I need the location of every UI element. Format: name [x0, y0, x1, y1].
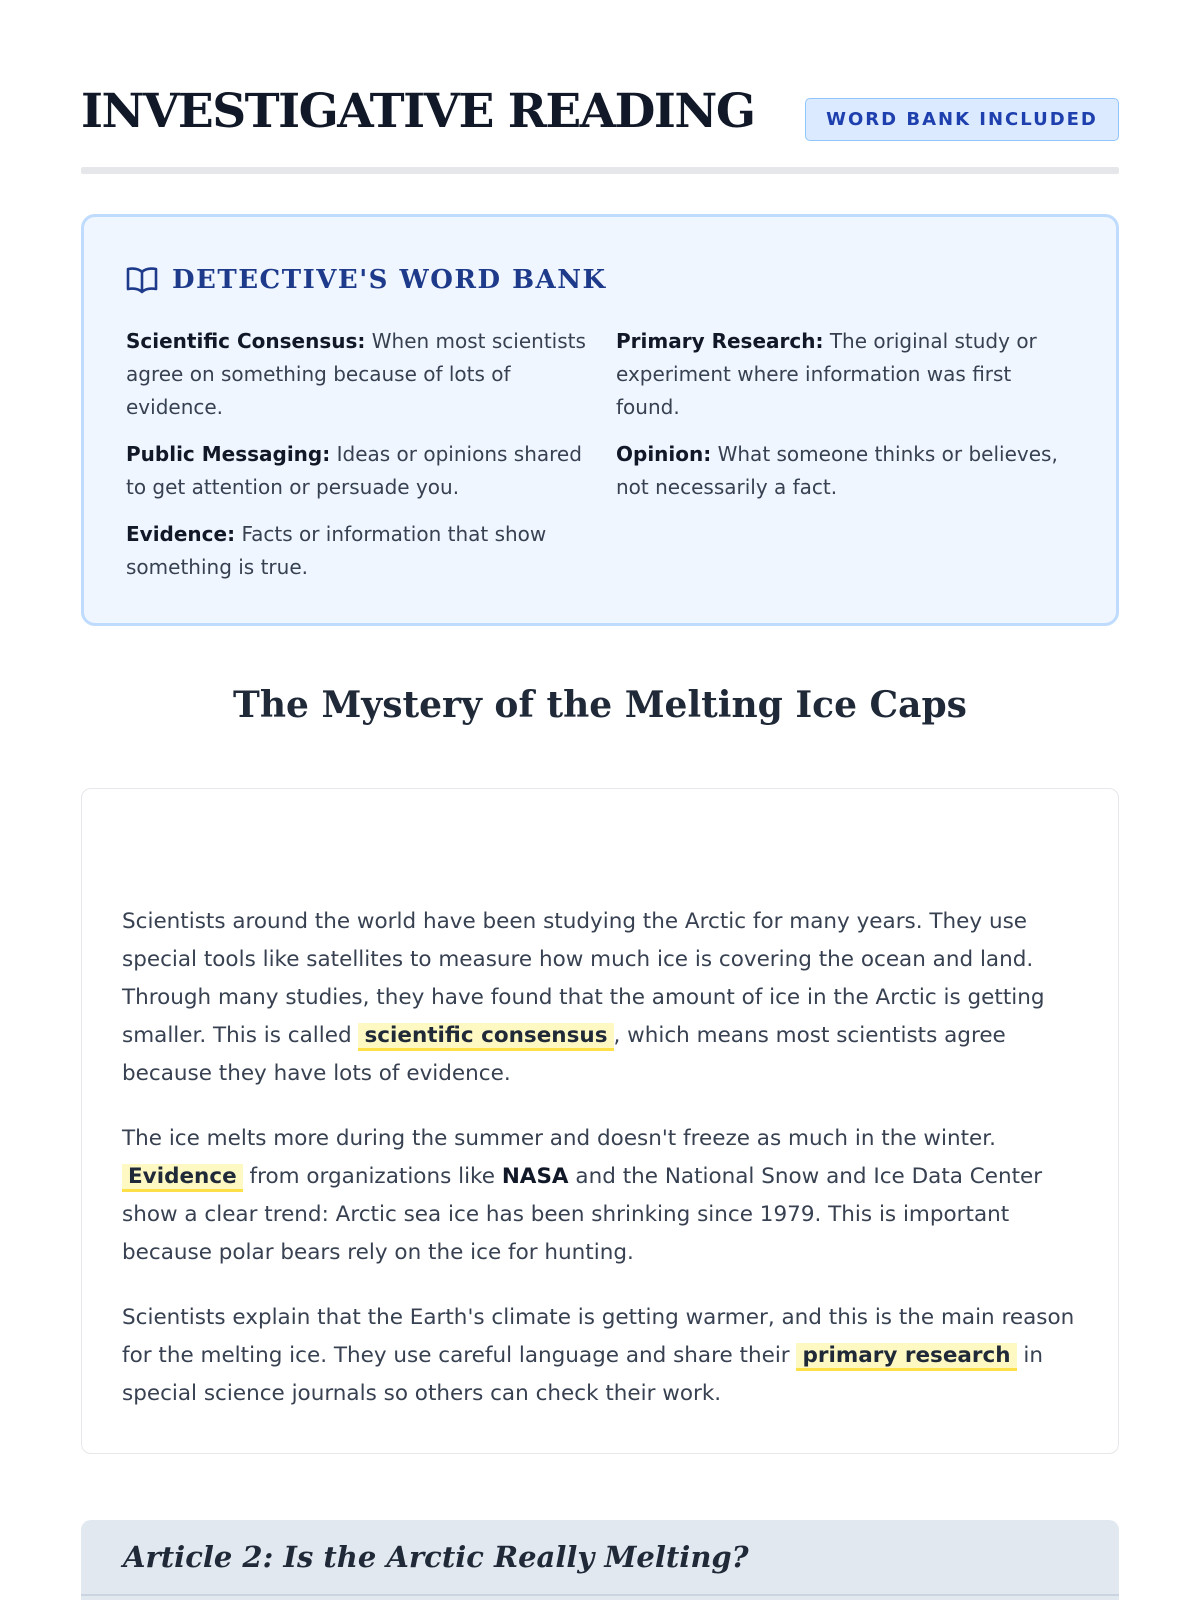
- paragraph-text: Scientists explain that the Earth's climate is getting warmer, and this is the main reason for the melting ice. They use careful language and share their: [122, 1305, 1075, 1368]
- paragraph-text: The ice melts more during the summer and doesn't freeze as much in the winter.: [122, 1126, 996, 1151]
- article-2-title: Article 2: Is the Arctic Really Melting?: [123, 1540, 749, 1574]
- term-definition: Ideas or opinions shared to get attention or persuade you.: [126, 442, 582, 499]
- word-bank-column-left: [126, 325, 586, 598]
- highlighted-term: scientific consensus: [358, 1023, 613, 1051]
- term-definition: What someone thinks or believes, not necessarily a fact.: [616, 442, 1058, 499]
- paragraph-text: Scientists around the world have been studying the Arctic for many years. They use special tools like satellites to measure how much ice is covering the ocean and land. Through many studies, they have found that the amount of ice in the Arctic is getting smaller. This is called: [122, 909, 1045, 1048]
- term-definition: When most scientists agree on something because of lots of evidence.: [126, 329, 586, 419]
- word-bank-heading: [126, 265, 607, 295]
- term-scientific-consensus: [126, 325, 586, 424]
- term-label: Public Messaging:: [126, 442, 331, 466]
- bold-organization: NASA: [501, 1164, 569, 1189]
- paragraph-text: and the National Snow and Ice Data Center show a clear trend: Arctic sea ice has been shrinking since 1979. This is important because polar bears rely on the ice for hunting.: [122, 1164, 1043, 1265]
- paragraph-text: , which means most scientists agree because they have lots of evidence.: [122, 1023, 1006, 1086]
- article-paragraph: [122, 1299, 1078, 1413]
- term-opinion: [616, 438, 1076, 504]
- article-1-card: [81, 788, 1119, 1454]
- article-2-divider: [81, 1594, 1119, 1596]
- book-open-icon: [126, 266, 158, 294]
- highlighted-term: primary research: [796, 1343, 1016, 1371]
- paragraph-text: in special science journals so others can check their work.: [122, 1343, 1044, 1406]
- term-evidence: [126, 518, 586, 584]
- term-primary-research: [616, 325, 1076, 424]
- word-bank-badge: WORD BANK INCLUDED: [805, 98, 1119, 141]
- highlighted-term: Evidence: [122, 1164, 243, 1192]
- header-divider: [81, 167, 1119, 174]
- word-bank-title: DETECTIVE'S WORD BANK: [172, 265, 607, 295]
- term-label: Opinion:: [616, 442, 712, 466]
- word-bank-panel: [81, 214, 1119, 626]
- term-public-messaging: [126, 438, 586, 504]
- article-paragraph: [122, 903, 1078, 1093]
- page-header: [81, 78, 1119, 174]
- article-2-header: [81, 1520, 1119, 1600]
- term-label: Evidence:: [126, 522, 236, 546]
- article-1-body: [122, 903, 1078, 1440]
- term-label: Scientific Consensus:: [126, 329, 366, 353]
- term-definition: Facts or information that show something is true.: [126, 522, 547, 579]
- story-title: The Mystery of the Melting Ice Caps: [233, 684, 967, 726]
- article-paragraph: [122, 1120, 1078, 1272]
- page-title: INVESTIGATIVE READING: [81, 84, 755, 139]
- paragraph-text: from organizations like: [242, 1164, 502, 1189]
- term-label: Primary Research:: [616, 329, 824, 353]
- word-bank-column-right: [616, 325, 1076, 518]
- term-definition: The original study or experiment where information was first found.: [616, 329, 1037, 419]
